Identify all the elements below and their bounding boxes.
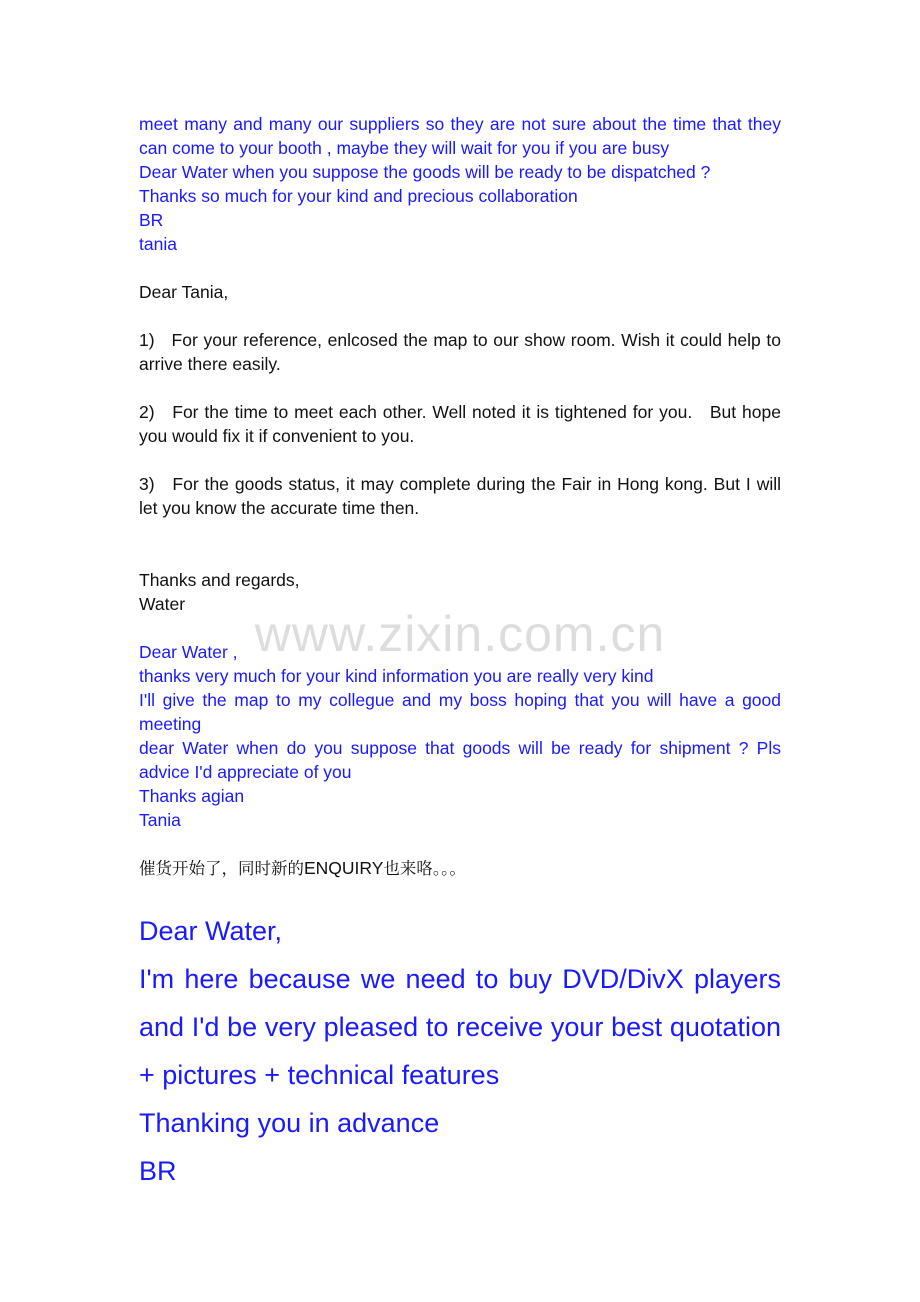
message-line: thanks very much for your kind information you are really very kind [139,666,654,686]
message-line: Dear Water when you suppose the goods will be ready to be dispatched ? [139,162,711,182]
message-line: Thanks agian [139,786,245,806]
enquiry-br: BR [139,1156,177,1186]
message-line: BR [139,210,164,230]
reply-signature: Water [139,594,186,614]
watermark: www.zixin.com.cn [254,606,666,662]
message-tania-2 [139,640,781,832]
note-suffix: 也来咯。。。 [383,859,466,878]
enquiry-thanks: Thanking you in advance [139,1108,440,1138]
message-greeting: Dear Water , [139,642,238,662]
message-signature: Tania [139,810,181,830]
document-page [139,112,781,1195]
note-line [139,856,781,881]
reply-greeting: Dear Tania, [139,282,229,302]
reply-item-3: 3) For the goods status, it may complete during the Fair in Hong kong. But I will let you know the accurate time then. [139,474,781,518]
reply-water [139,280,781,616]
message-line: meet many and many our suppliers so they are not sure about the time that they can come to your booth , maybe they will wait for you if you are busy [139,114,781,158]
enquiry-greeting: Dear Water, [139,916,283,946]
reply-closing: Thanks and regards, [139,570,300,590]
enquiry-body: I'm here because we need to buy DVD/DivX players and I'd be very pleased to receive your best quotation + pictures + technical features [139,964,781,1090]
reply-item-1: 1) For your reference, enlcosed the map to our show room. Wish it could help to arrive there easily. [139,330,781,374]
message-line: dear Water when do you suppose that goods will be ready for shipment ? Pls advice I'd appreciate of you [139,738,781,782]
enquiry-message [139,907,781,1195]
message-signature: tania [139,234,177,254]
message-tania-1 [139,112,781,256]
reply-item-2: 2) For the time to meet each other. Well noted it is tightened for you. But hope you would fix it if convenient to you. [139,402,781,446]
note-prefix: 催货开始了，同时新的 [139,859,304,878]
message-line: Thanks so much for your kind and precious collaboration [139,186,578,206]
message-line: I'll give the map to my collegue and my boss hoping that you will have a good meeting [139,690,781,734]
note-word: ENQUIRY [304,858,384,878]
